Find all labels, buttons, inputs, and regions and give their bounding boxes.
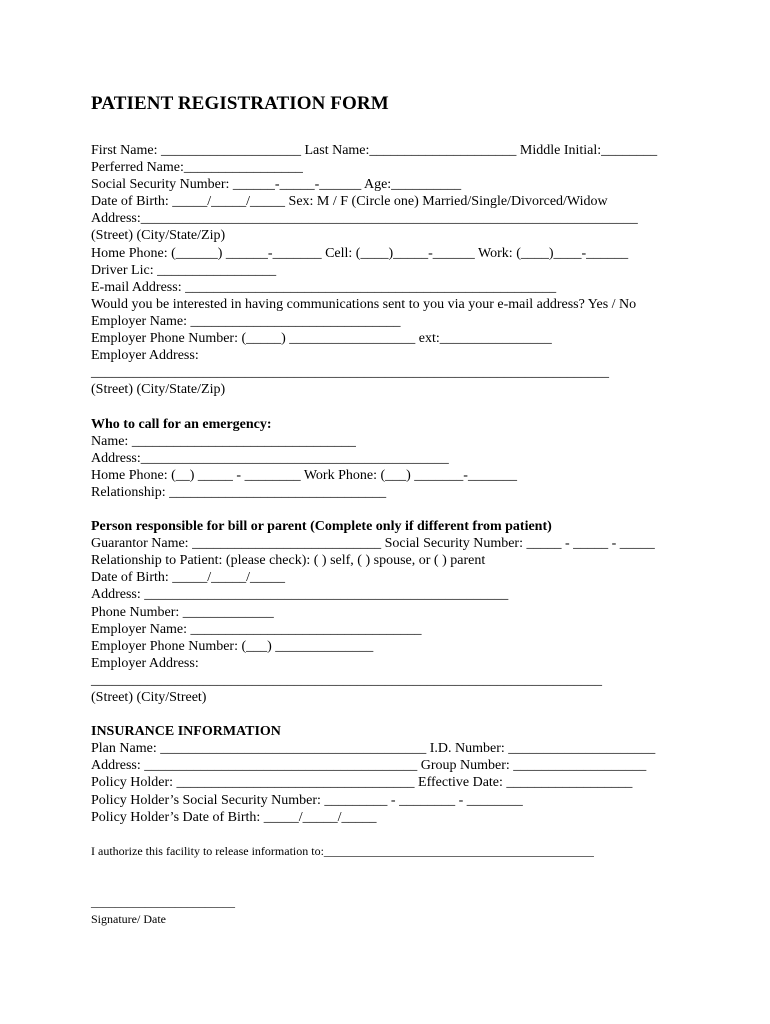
phones-line[interactable]: Home Phone: (______) ______-_______ Cell: (____)_____-______ Work: (____)____-______: [91, 245, 629, 261]
insurance-address-group-line[interactable]: Address: _______________________________________ Group Number: ___________________: [91, 758, 647, 774]
guarantor-employer-address-caption: (Street) (City/Street): [91, 690, 207, 705]
dob-sex-marital-line[interactable]: Date of Birth: _____/_____/_____ Sex: M / F (Circle one) Married/Single/Divorced/Widow: [91, 194, 608, 210]
email-line[interactable]: E-mail Address: _____________________________________________________: [91, 279, 557, 295]
guarantor-relationship-line[interactable]: Relationship to Patient: (please check): ( ) self, ( ) spouse, or ( ) parent: [91, 553, 486, 569]
preferred-name-line[interactable]: Perferred Name:_________________: [91, 160, 303, 176]
signature-label: Signature/ Date: [91, 912, 166, 927]
ssn-age-line[interactable]: Social Security Number: ______-_____-______ Age:__________: [91, 177, 462, 193]
employer-address-label: Employer Address:: [91, 348, 199, 364]
spacer: [91, 826, 657, 843]
guarantor-dob-line[interactable]: Date of Birth: _____/_____/_____: [91, 570, 286, 586]
emergency-heading: Who to call for an emergency:: [91, 416, 272, 432]
address-line[interactable]: Address:_______________________________________________________________________: [91, 211, 638, 227]
guarantor-employer-phone-line[interactable]: Employer Phone Number: (___) ______________: [91, 638, 374, 654]
spacer: [91, 860, 657, 877]
employer-name-line[interactable]: Employer Name: ______________________________: [91, 313, 401, 329]
insurance-heading: INSURANCE INFORMATION: [91, 724, 281, 740]
driver-lic-line[interactable]: Driver Lic: _________________: [91, 262, 277, 278]
emergency-name-line[interactable]: Name: ________________________________: [91, 433, 356, 449]
employer-address-line[interactable]: __________________________________________________________________________: [91, 365, 609, 381]
emergency-phones-line[interactable]: Home Phone: (__) _____ - ________ Work Phone: (___) _______-_______: [91, 467, 517, 483]
email-consent-line[interactable]: Would you be interested in having communications sent to you via your e-mail address? Yes / No: [91, 296, 637, 312]
form-body: [91, 142, 657, 928]
spacer: [91, 877, 657, 894]
authorize-line[interactable]: I authorize this facility to release information to:_____________________________________________: [91, 843, 594, 858]
spacer: [91, 501, 657, 518]
policy-holder-dob-line[interactable]: Policy Holder’s Date of Birth: _____/_____/_____: [91, 809, 377, 825]
guarantor-employer-address-line[interactable]: _________________________________________________________________________: [91, 672, 602, 688]
employer-address-caption: (Street) (City/State/Zip): [91, 382, 226, 398]
guarantor-name-ssn-line[interactable]: Guarantor Name: ___________________________ Social Security Number: _____ - _____ - _____: [91, 536, 655, 552]
policy-holder-line[interactable]: Policy Holder: __________________________________ Effective Date: __________________: [91, 775, 633, 791]
signature-line[interactable]: ________________________: [91, 895, 235, 910]
guarantor-employer-address-label: Employer Address:: [91, 655, 199, 671]
guarantor-employer-name-line[interactable]: Employer Name: _________________________________: [91, 621, 422, 637]
guarantor-phone-line[interactable]: Phone Number: _____________: [91, 604, 274, 620]
emergency-relationship-line[interactable]: Relationship: _______________________________: [91, 484, 387, 500]
form-title: PATIENT REGISTRATION FORM: [91, 93, 389, 114]
first-name-line[interactable]: First Name: ____________________ Last Name:_____________________ Middle Initial:________: [91, 143, 658, 158]
emergency-address-line[interactable]: Address:____________________________________________: [91, 450, 449, 466]
spacer: [91, 398, 657, 415]
policy-holder-ssn-line[interactable]: Policy Holder’s Social Security Number: _________ - ________ - ________: [91, 792, 523, 808]
address-caption: (Street) (City/State/Zip): [91, 228, 226, 244]
employer-phone-line[interactable]: Employer Phone Number: (_____) __________________ ext:________________: [91, 331, 552, 347]
guarantor-heading: Person responsible for bill or parent (Complete only if different from patient): [91, 519, 552, 535]
plan-name-id-line[interactable]: Plan Name: ______________________________________ I.D. Number: _____________________: [91, 741, 656, 757]
spacer: [91, 706, 657, 723]
guarantor-address-line[interactable]: Address: ____________________________________________________: [91, 587, 509, 603]
